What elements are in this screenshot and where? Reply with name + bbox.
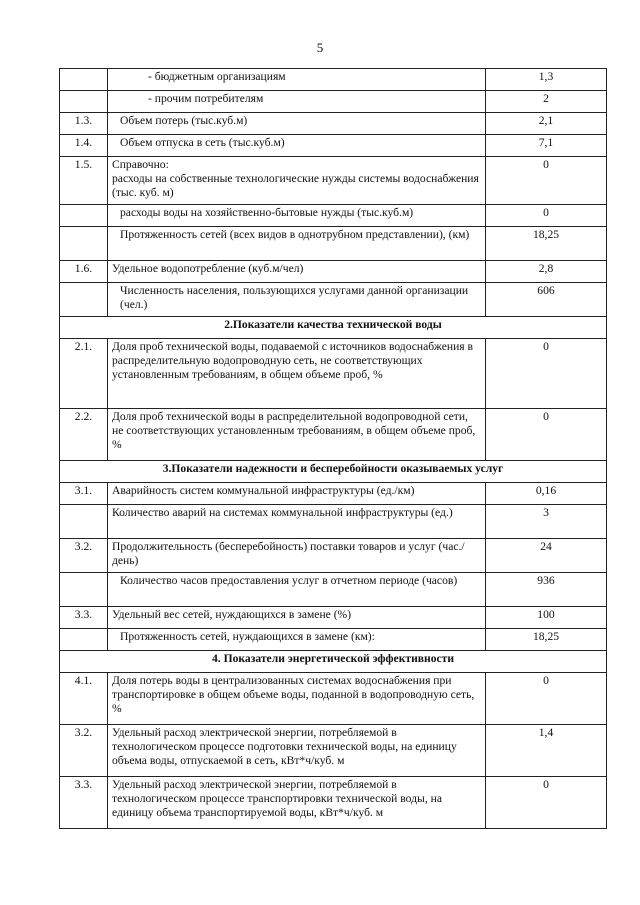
row-number xyxy=(60,227,108,261)
row-value: 100 xyxy=(486,607,607,629)
row-description: Продолжительность (бесперебойность) поставки товаров и услуг (час./день) xyxy=(108,539,486,573)
row-description: Удельный вес сетей, нуждающихся в замене (%) xyxy=(108,607,486,629)
row-number xyxy=(60,283,108,317)
table-row xyxy=(60,91,607,113)
row-number: 3.3. xyxy=(60,777,108,829)
section-title: 3.Показатели надежности и бесперебойности оказываемых услуг xyxy=(60,461,607,483)
row-value: 1,4 xyxy=(486,725,607,777)
table-row xyxy=(60,157,607,205)
table-row xyxy=(60,505,607,539)
row-value: 0,16 xyxy=(486,483,607,505)
row-number: 3.1. xyxy=(60,483,108,505)
row-description: Доля проб технической воды в распределительной водопроводной сети, не соответствующих установленным требованиям, в общем объеме проб, % xyxy=(108,409,486,461)
row-value: 18,25 xyxy=(486,227,607,261)
table-row xyxy=(60,725,607,777)
table-row xyxy=(60,409,607,461)
table-row xyxy=(60,539,607,573)
row-description: Доля потерь воды в централизованных системах водоснабжения при транспортировке в общем объеме воды, поданной в водопроводную сеть, % xyxy=(108,673,486,725)
section-header-row xyxy=(60,461,607,483)
row-value: 2,1 xyxy=(486,113,607,135)
row-value: 0 xyxy=(486,205,607,227)
row-number xyxy=(60,205,108,227)
row-description: Объем отпуска в сеть (тыс.куб.м) xyxy=(108,135,486,157)
section-header-row xyxy=(60,317,607,339)
row-description: Протяженность сетей, нуждающихся в замене (км): xyxy=(108,629,486,651)
table-row xyxy=(60,483,607,505)
row-number: 1.5. xyxy=(60,157,108,205)
row-description: Протяженность сетей (всех видов в однотрубном представлении), (км) xyxy=(108,227,486,261)
row-description: Количество часов предоставления услуг в отчетном периоде (часов) xyxy=(108,573,486,607)
section-title: 4. Показатели энергетической эффективности xyxy=(60,651,607,673)
table-row xyxy=(60,283,607,317)
row-number xyxy=(60,505,108,539)
table-row xyxy=(60,573,607,607)
row-description: Аварийность систем коммунальной инфраструктуры (ед./км) xyxy=(108,483,486,505)
row-number: 2.2. xyxy=(60,409,108,461)
row-description: Удельное водопотребление (куб.м/чел) xyxy=(108,261,486,283)
section-header-row xyxy=(60,651,607,673)
table-row xyxy=(60,113,607,135)
table-row xyxy=(60,629,607,651)
row-number: 1.3. xyxy=(60,113,108,135)
table-row xyxy=(60,205,607,227)
row-number: 2.1. xyxy=(60,339,108,409)
row-description: Справочно: расходы на собственные технологические нужды системы водоснабжения (тыс. куб. м) xyxy=(108,157,486,205)
table-row xyxy=(60,777,607,829)
row-description: Объем потерь (тыс.куб.м) xyxy=(108,113,486,135)
row-description: Удельный расход электрической энергии, потребляемой в технологическом процессе транспортировки технической воды, на единицу объема транспортируемой воды, кВт*ч/куб. м xyxy=(108,777,486,829)
row-number: 3.2. xyxy=(60,539,108,573)
row-value: 2 xyxy=(486,91,607,113)
row-value: 0 xyxy=(486,339,607,409)
row-number: 4.1. xyxy=(60,673,108,725)
row-description: - бюджетным организациям xyxy=(108,69,486,91)
row-value: 0 xyxy=(486,157,607,205)
row-value: 1,3 xyxy=(486,69,607,91)
row-value: 24 xyxy=(486,539,607,573)
row-description: - прочим потребителям xyxy=(108,91,486,113)
page-number: 5 xyxy=(316,40,324,55)
row-description: расходы воды на хозяйственно-бытовые нужды (тыс.куб.м) xyxy=(108,205,486,227)
row-value: 606 xyxy=(486,283,607,317)
row-value: 0 xyxy=(486,777,607,829)
table-row xyxy=(60,69,607,91)
row-value: 3 xyxy=(486,505,607,539)
row-value: 936 xyxy=(486,573,607,607)
row-number xyxy=(60,629,108,651)
table-row xyxy=(60,607,607,629)
row-number: 1.4. xyxy=(60,135,108,157)
row-number: 1.6. xyxy=(60,261,108,283)
row-value: 7,1 xyxy=(486,135,607,157)
row-number: 3.2. xyxy=(60,725,108,777)
row-number xyxy=(60,91,108,113)
row-number xyxy=(60,69,108,91)
row-value: 0 xyxy=(486,409,607,461)
section-title: 2.Показатели качества технической воды xyxy=(60,317,607,339)
row-description: Количество аварий на системах коммунальной инфраструктуры (ед.) xyxy=(108,505,486,539)
table-row xyxy=(60,339,607,409)
row-number: 3.3. xyxy=(60,607,108,629)
row-number xyxy=(60,573,108,607)
row-description: Численность населения, пользующихся услугами данной организации (чел.) xyxy=(108,283,486,317)
table-row xyxy=(60,135,607,157)
row-value: 2,8 xyxy=(486,261,607,283)
table-row xyxy=(60,673,607,725)
row-value: 0 xyxy=(486,673,607,725)
row-description: Удельный расход электрической энергии, потребляемой в технологическом процессе подготовки технической воды, на единицу объема воды, отпускаемой в сеть, кВт*ч/куб. м xyxy=(108,725,486,777)
table-row xyxy=(60,261,607,283)
row-value: 18,25 xyxy=(486,629,607,651)
table-row xyxy=(60,227,607,261)
indicators-table xyxy=(59,68,607,829)
row-description: Доля проб технической воды, подаваемой с источников водоснабжения в распределительную водопроводную сеть, не соответствующих установленным требованиям, в общем объеме проб, % xyxy=(108,339,486,409)
